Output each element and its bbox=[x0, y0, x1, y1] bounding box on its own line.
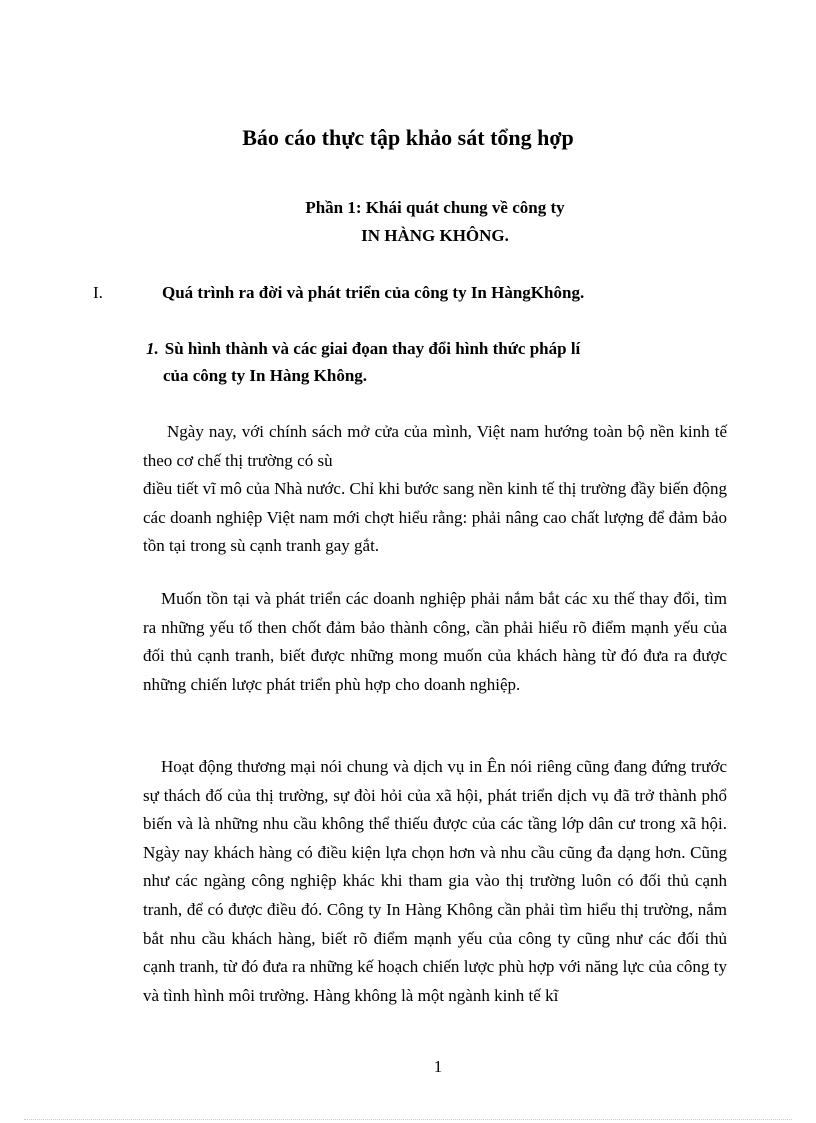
paragraph-3: Hoạt động thương mại nói chung và dịch vụ in Ên nói riêng cũng đang đứng trước sự thách đố của thị trường, sự đòi hỏi của xã hội, phát triển dịch vụ đã trở thành phổ biến và là những nhu cầu không thể thiếu được của các tầng lớp dân cư trong xã hội. Ngày nay khách hàng có điều kiện lựa chọn hơn và nhu cầu cũng đa dạng hơn. Cũng như các ngàng công nghiệp khác khi tham gia vào thị trường luôn có đối thủ cạnh tranh, để có được điều đó. Công ty In Hàng Không cần phải tìm hiểu thị trường, nắm bắt nhu cầu khách hàng, biết rõ điểm mạnh yếu của công ty cũng như các đối thủ cạnh tranh, từ đó đưa ra những kế hoạch chiến lược phù hợp với năng lực của công ty và tình hình môi trường. Hàng không là một ngành kinh tế kĩ bbox=[143, 757, 727, 1005]
page-boundary-divider bbox=[24, 1119, 792, 1120]
section-number: I. bbox=[93, 283, 103, 302]
subsection-heading-line1: Sù hình thành và các giai đọan thay đổi hình thức pháp lí bbox=[164, 339, 581, 358]
subsection-heading-line2: của công ty In Hàng Không. bbox=[163, 366, 368, 385]
part-heading-line2: IN HÀNG KHÔNG. bbox=[361, 226, 509, 245]
paragraph-2: Muốn tồn tại và phát triển các doanh nghiệp phải nắm bắt các xu thế thay đổi, tìm ra những yếu tố then chốt đảm bảo thành công, cần phải hiểu rõ điểm mạnh yếu của đối thủ cạnh tranh, biết được những mong muốn của khách hàng từ đó đưa ra được những chiến lược phát triển phù hợp cho doanh nghiệp. bbox=[143, 589, 727, 694]
page-number: 1 bbox=[433, 1057, 443, 1076]
paragraph-1-part-a: Ngày nay, với chính sách mở cửa của mình, Việt nam hướng toàn bộ nền kinh tế theo cơ chế thị trường có sù bbox=[143, 422, 727, 470]
section-heading: Quá trình ra đời và phát triển của công ty In HàngKhông. bbox=[162, 283, 585, 302]
part-heading-line1: Phần 1: Khái quát chung về công ty bbox=[305, 198, 565, 217]
document-title: Báo cáo thực tập khảo sát tổng hợp bbox=[242, 125, 574, 150]
subsection-number: 1. bbox=[146, 339, 159, 358]
subsection-heading bbox=[146, 338, 580, 360]
paragraph-1-part-b: điều tiết vĩ mô của Nhà nước. Chỉ khi bước sang nền kinh tế thị trường đầy biến động các doanh nghiệp Việt nam mới chợt hiểu rằng: phải nâng cao chất lượng để đảm bảo tồn tại trong sù cạnh tranh gay gắt. bbox=[143, 479, 727, 556]
